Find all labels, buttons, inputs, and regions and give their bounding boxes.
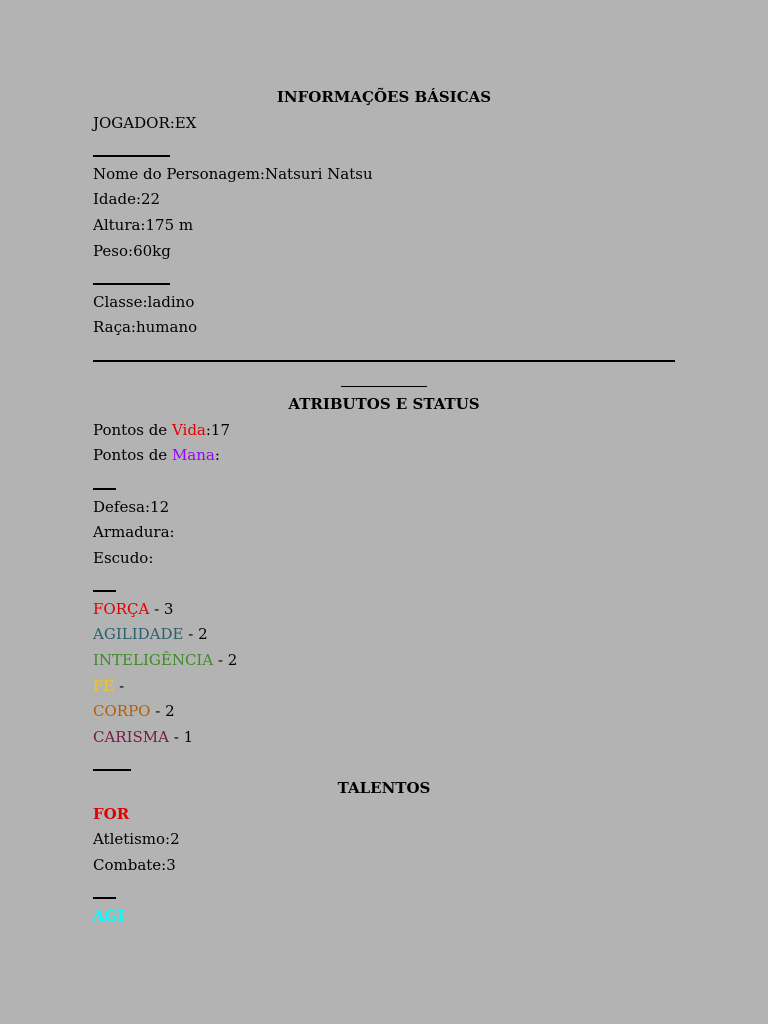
mana-word: Mana xyxy=(171,446,215,465)
attribute-value: - xyxy=(114,676,125,695)
attribute-name: FORÇA xyxy=(93,599,150,618)
height-line: Altura:175 m xyxy=(93,215,194,234)
section-divider-center xyxy=(93,367,675,393)
defense-line: Defesa:12 xyxy=(93,497,170,516)
mana-prefix: Pontos de xyxy=(93,446,172,465)
attribute-name: CARISMA xyxy=(93,727,169,746)
attribute-row xyxy=(93,648,675,674)
mana-value: : xyxy=(214,446,220,465)
attribute-list xyxy=(93,597,675,751)
divider xyxy=(93,469,675,495)
section-divider xyxy=(93,341,675,367)
class-line: Classe:ladino xyxy=(93,292,195,311)
attribute-row xyxy=(93,622,675,648)
attribute-name: CORPO xyxy=(93,702,151,721)
attribute-name: AGILIDADE xyxy=(93,625,184,644)
attribute-name: INTELIGÊNCIA xyxy=(93,651,214,670)
talent-group-for: FOR xyxy=(93,804,130,823)
mana-points-line xyxy=(93,443,675,469)
athletics-line: Atletismo:2 xyxy=(93,830,180,849)
life-prefix: Pontos de xyxy=(93,420,172,439)
attribute-row xyxy=(93,725,675,751)
character-sheet xyxy=(93,85,675,930)
age-line: Idade:22 xyxy=(93,190,161,209)
divider xyxy=(93,136,675,162)
divider xyxy=(93,878,675,904)
divider xyxy=(93,750,675,776)
attribute-row xyxy=(93,674,675,700)
talents-title: TALENTOS xyxy=(337,779,431,798)
life-word: Vida xyxy=(171,420,206,439)
attribute-value: - 1 xyxy=(169,727,194,746)
armor-line: Armadura: xyxy=(93,523,175,542)
attribute-row xyxy=(93,699,675,725)
divider xyxy=(93,264,675,290)
attribute-value: - 2 xyxy=(183,625,208,644)
attribute-row xyxy=(93,597,675,623)
life-value: :17 xyxy=(205,420,231,439)
attribute-value: - 2 xyxy=(213,651,238,670)
talent-group-agi: AGI xyxy=(93,907,125,925)
divider xyxy=(93,571,675,597)
attribute-value: - 2 xyxy=(150,702,175,721)
life-points-line xyxy=(93,418,675,444)
attribute-name: FÉ xyxy=(93,676,115,695)
combat-line: Combate:3 xyxy=(93,855,176,874)
basic-info-title: INFORMAÇÕES BÁSICAS xyxy=(276,88,492,106)
weight-line: Peso:60kg xyxy=(93,241,171,260)
attribute-value: - 3 xyxy=(149,599,174,618)
attributes-status-title: ATRIBUTOS E STATUS xyxy=(288,395,480,414)
player-line: JOGADOR:EX xyxy=(93,113,197,132)
character-name-line: Nome do Personagem:Natsuri Natsu xyxy=(93,164,373,183)
race-line: Raça:humano xyxy=(93,318,198,337)
shield-line: Escudo: xyxy=(93,548,154,567)
